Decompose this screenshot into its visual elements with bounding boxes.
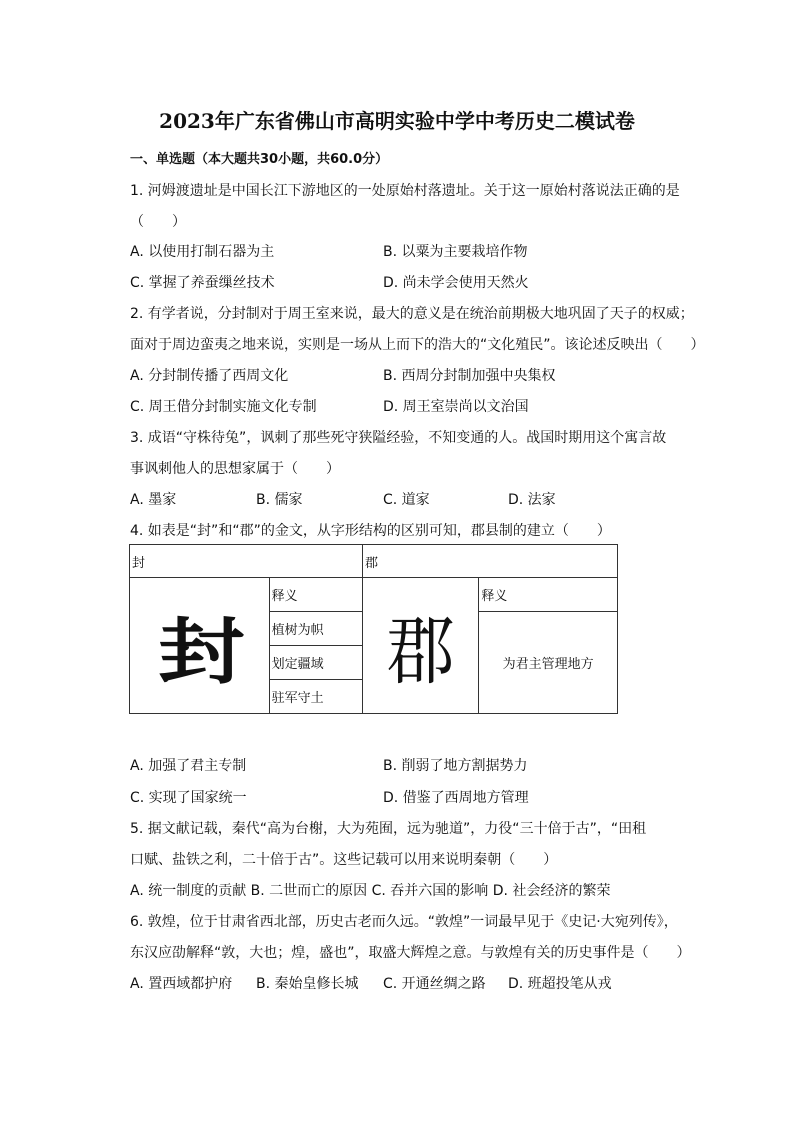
jun-meaning-head: 释义 — [479, 578, 618, 612]
q4-stem: 4. 如表是“封”和“郡”的金文，从字形结构的区别可知，郡县制的建立（ ） — [130, 523, 611, 539]
section-heading: 一、单选题（本大题共30小题，共60.0分） — [130, 152, 389, 167]
q6-option-c: C. 开通丝绸之路 — [383, 976, 486, 992]
q2-stem-line1: 2. 有学者说，分封制对于周王室来说，最大的意义是在统治前期极大地巩固了天子的权威； — [130, 306, 694, 322]
jun-glyph-char: 郡 — [386, 608, 455, 696]
q6-stem-line2: 东汉应劭解释“敦，大也；煌，盛也”，取盛大辉煌之意。与敦煌有关的历史事件是（ ） — [130, 945, 691, 961]
jun-meaning: 为君主管理地方 — [479, 612, 618, 714]
q4-option-c: C. 实现了国家统一 — [130, 790, 247, 806]
q6-stem-line1: 6. 敦煌，位于甘肃省西北部，历史古老而久远。“敦煌”一词最早见于《史记·大宛列传》， — [130, 914, 678, 930]
q2-option-a: A. 分封制传播了西周文化 — [130, 368, 289, 384]
feng-bronze-glyph — [130, 578, 270, 714]
jun-header: 郡 — [363, 545, 618, 578]
feng-header: 封 — [130, 545, 363, 578]
q5-stem-line1: 5. 据文献记载，秦代“高为台榭，大为苑囿，远为驰道”，力役“三十倍于古”，“田租 — [130, 821, 647, 837]
q3-option-c: C. 道家 — [383, 492, 430, 508]
q2-option-b: B. 西周分封制加强中央集权 — [383, 368, 556, 384]
q2-option-c: C. 周王借分封制实施文化专制 — [130, 399, 317, 415]
feng-glyph-char: 封 — [158, 608, 241, 694]
q2-stem-line2: 面对于周边蛮夷之地来说，实则是一场从上而下的浩大的“文化殖民”。该论述反映出（ ） — [130, 337, 705, 353]
exam-title: 2023年广东省佛山市高明实验中学中考历史二模试卷 — [159, 109, 635, 133]
q3-option-d: D. 法家 — [508, 492, 556, 508]
q6-option-d: D. 班超投笔从戎 — [508, 976, 612, 992]
q4-option-b: B. 削弱了地方割据势力 — [383, 758, 528, 774]
q3-option-b: B. 儒家 — [256, 492, 303, 508]
feng-meaning-3: 驻军守土 — [269, 680, 362, 714]
q1-option-d: D. 尚未学会使用天然火 — [383, 275, 529, 291]
q5-stem-line2: 口赋、盐铁之利，二十倍于古”。这些记载可以用来说明秦朝（ ） — [130, 852, 558, 868]
q1-stem-line2: （ ） — [130, 214, 186, 230]
q4-option-a: A. 加强了君主专制 — [130, 758, 247, 774]
q4-option-d: D. 借鉴了西周地方管理 — [383, 790, 529, 806]
q1-option-a: A. 以使用打制石器为主 — [130, 244, 275, 260]
q6-option-a: A. 置西域都护府 — [130, 976, 233, 992]
q2-option-d: D. 周王室崇尚以文治国 — [383, 399, 529, 415]
q1-option-c: C. 掌握了养蚕缫丝技术 — [130, 275, 275, 291]
q6-option-b: B. 秦始皇修长城 — [256, 976, 359, 992]
q3-option-a: A. 墨家 — [130, 492, 177, 508]
q3-stem-line1: 3. 成语“守株待兔”，讽刺了那些死守狭隘经验，不知变通的人。战国时期用这个寓言故 — [130, 430, 667, 446]
feng-meaning-head: 释义 — [269, 578, 362, 612]
bronze-script-table — [129, 544, 618, 714]
q1-option-b: B. 以粟为主要栽培作物 — [383, 244, 528, 260]
feng-meaning-2: 划定疆域 — [269, 646, 362, 680]
q5-options: A. 统一制度的贡献 B. 二世而亡的原因 C. 吞并六国的影响 D. 社会经济的繁荣 — [130, 883, 611, 899]
q1-stem-line1: 1. 河姆渡遗址是中国长江下游地区的一处原始村落遗址。关于这一原始村落说法正确的是 — [130, 183, 680, 199]
feng-meaning-1: 植树为帜 — [269, 612, 362, 646]
jun-bronze-glyph — [363, 578, 479, 714]
q3-stem-line2: 事讽刺他人的思想家属于（ ） — [130, 461, 340, 477]
